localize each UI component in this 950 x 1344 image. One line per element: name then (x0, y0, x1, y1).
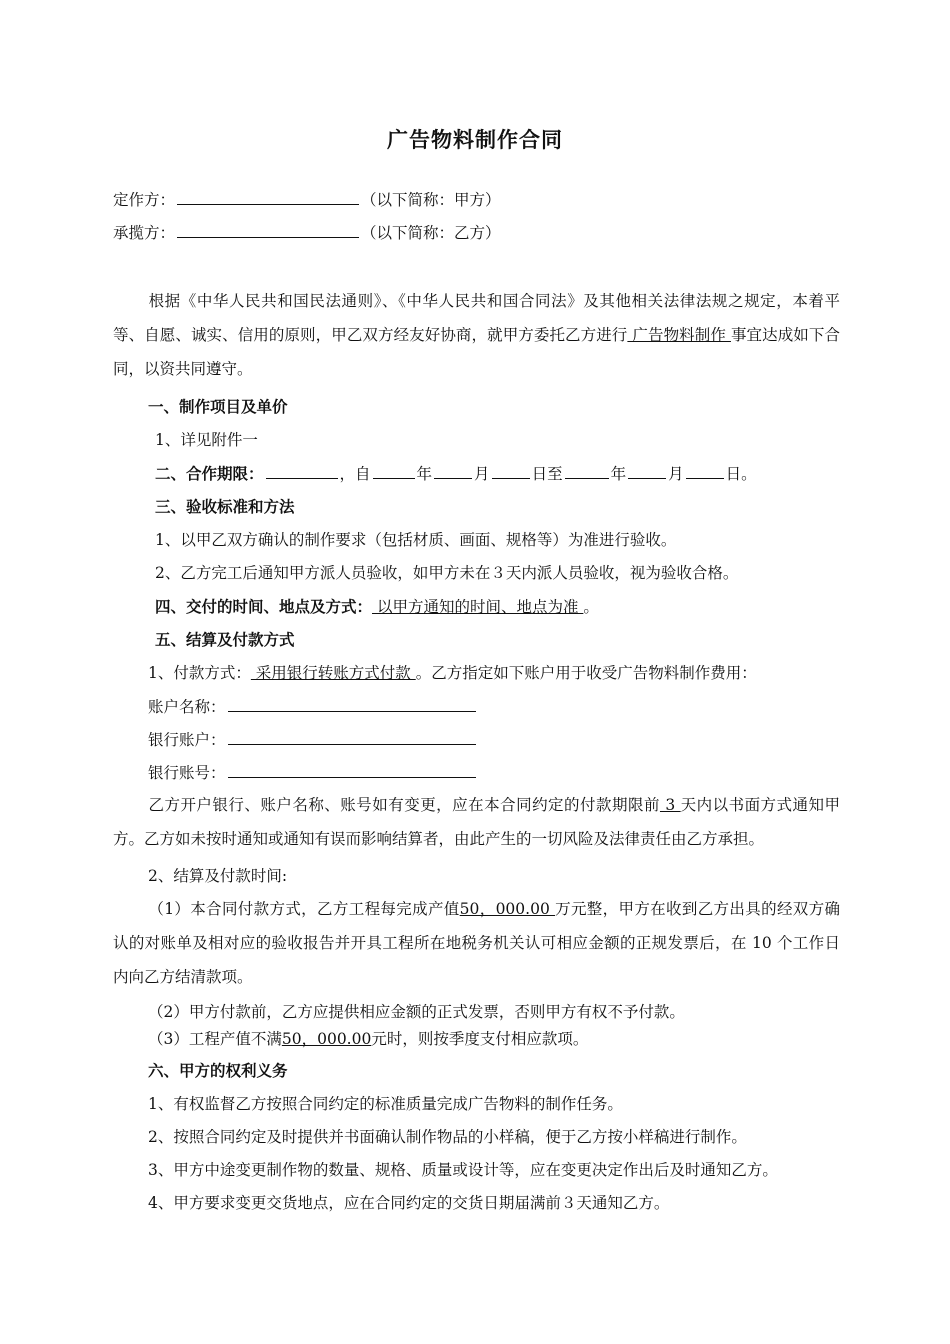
intro-project: 广告物料制作 (627, 326, 731, 344)
payment-sub-2: （2）甲方付款前，乙方应提供相应金额的正式发票，否则甲方有权不予付款。 (148, 1003, 685, 1021)
account-name-label: 账户名称： (148, 698, 226, 716)
section-3-item-2: 2、乙方完工后通知甲方派人员验收，如甲方未在３天内派人员验收，视为验收合格。 (155, 564, 739, 582)
section-5-heading: 五、结算及付款方式 (155, 631, 295, 649)
end-day-blank[interactable] (686, 463, 724, 479)
notice-days: 3 (659, 796, 681, 814)
bank-account-label: 银行账户： (148, 731, 226, 749)
account-name-blank[interactable] (228, 696, 476, 712)
end-month-blank[interactable] (628, 463, 666, 479)
account-change-paragraph (113, 788, 840, 856)
account-change-text-2: 天内以书面方式通知甲方。乙方如未按时通知或通知有误而影响结算者，由此产生的一切风险及法律责任由乙方承担。 (113, 796, 840, 848)
start-month-blank[interactable] (434, 463, 472, 479)
payment-sub-3-text-2: 元时，则按季度支付相应款项。 (371, 1030, 589, 1048)
intro-paragraph (113, 284, 840, 386)
term-blank[interactable] (266, 463, 338, 479)
payment-method-value: 采用银行转账方式付款 (250, 664, 416, 682)
section-4-end: 。 (583, 598, 599, 616)
account-change-text-1: 乙方开户银行、账户名称、账号如有变更，应在本合同约定的付款期限前 (148, 796, 660, 814)
payment-sub-3-amount: 50，000.00 (281, 1030, 372, 1048)
start-day-blank[interactable] (492, 463, 530, 479)
party-a-blank[interactable] (177, 189, 359, 205)
section-2-heading: 二、合作期限： (155, 465, 264, 483)
payment-method-line (148, 663, 757, 683)
day-to-label: 日至 (531, 465, 563, 483)
section-3-heading: 三、验收标准和方法 (155, 498, 295, 516)
party-a-line (113, 189, 501, 210)
payment-sub-3 (148, 1029, 588, 1049)
payment-sub-1-text-2: 万元整，甲方在收到乙方出具的经双方确认的对账单及相对应的验收报告并开具工程所在地税务机关认可相应金额的正规发票后，在 10 个工作日内向乙方结清款项。 (113, 900, 840, 986)
section-4-value: 以甲方通知的时间、地点为准 (372, 598, 584, 616)
end-year-blank[interactable] (565, 463, 609, 479)
payment-method-tail: 。乙方指定如下账户用于收受广告物料制作费用： (415, 664, 757, 682)
account-name-line (148, 696, 478, 717)
payment-sub-1-text-1: （1）本合同付款方式，乙方工程每完成产值 (148, 900, 460, 918)
party-a-label: 定作方： (113, 191, 176, 209)
section-6-item-1: 1、有权监督乙方按照合同约定的标准质量完成广告物料的制作任务。 (148, 1095, 623, 1113)
payment-sub-1 (113, 892, 840, 994)
section-2-line (155, 463, 757, 484)
bank-account-line (148, 729, 478, 750)
section-6-item-4: 4、甲方要求变更交货地点，应在合同约定的交货日期届满前３天通知乙方。 (148, 1194, 670, 1212)
bank-account-blank[interactable] (228, 729, 476, 745)
year-label: 年 (416, 465, 433, 483)
month-label-2: 月 (668, 465, 684, 483)
bank-number-label: 银行账号： (148, 764, 226, 782)
payment-method-label: 1、付款方式： (148, 664, 251, 682)
section-6-heading: 六、甲方的权利义务 (148, 1062, 288, 1080)
section-5-item-2: 2、结算及付款时间: (148, 867, 288, 885)
payment-sub-1-amount: 50，000.00 (459, 900, 556, 918)
section-3-item-1: 1、以甲乙双方确认的制作要求（包括材质、画面、规格等）为准进行验收。 (155, 531, 677, 549)
section-1-heading: 一、制作项目及单价 (148, 398, 288, 416)
intro-text-2: 事宜达成如下合同，以资共同遵守。 (113, 326, 840, 378)
section-1-item-1: 1、详见附件一 (155, 431, 258, 449)
intro-text-1: 根据《中华人民共和国民法通则》、《中华人民共和国合同法》及其他相关法律法规之规定，本着平等、自愿、诚实、信用的原则，甲乙双方经友好协商，就甲方委托乙方进行 (113, 292, 840, 344)
party-b-line (113, 222, 501, 243)
party-b-suffix: （以下简称：乙方） (361, 224, 501, 242)
payment-sub-3-text-1: （3）工程产值不满 (148, 1030, 282, 1048)
section-4-heading: 四、交付的时间、地点及方式： (155, 598, 373, 616)
party-a-suffix: （以下简称：甲方） (361, 191, 501, 209)
year-label-2: 年 (610, 465, 627, 483)
section-4-line (155, 597, 599, 617)
party-b-blank[interactable] (177, 222, 359, 238)
start-year-blank[interactable] (373, 463, 415, 479)
month-label: 月 (474, 465, 490, 483)
document-title: 广告物料制作合同 (387, 128, 563, 152)
bank-number-blank[interactable] (228, 762, 476, 778)
day-end-label: 日。 (725, 465, 757, 483)
party-b-label: 承揽方： (113, 224, 176, 242)
term-from: ，自 (339, 465, 371, 483)
section-6-item-3: 3、甲方中途变更制作物的数量、规格、质量或设计等，应在变更决定作出后及时通知乙方。 (148, 1161, 778, 1179)
section-6-item-2: 2、按照合同约定及时提供并书面确认制作物品的小样稿，便于乙方按小样稿进行制作。 (148, 1128, 747, 1146)
bank-number-line (148, 762, 478, 783)
